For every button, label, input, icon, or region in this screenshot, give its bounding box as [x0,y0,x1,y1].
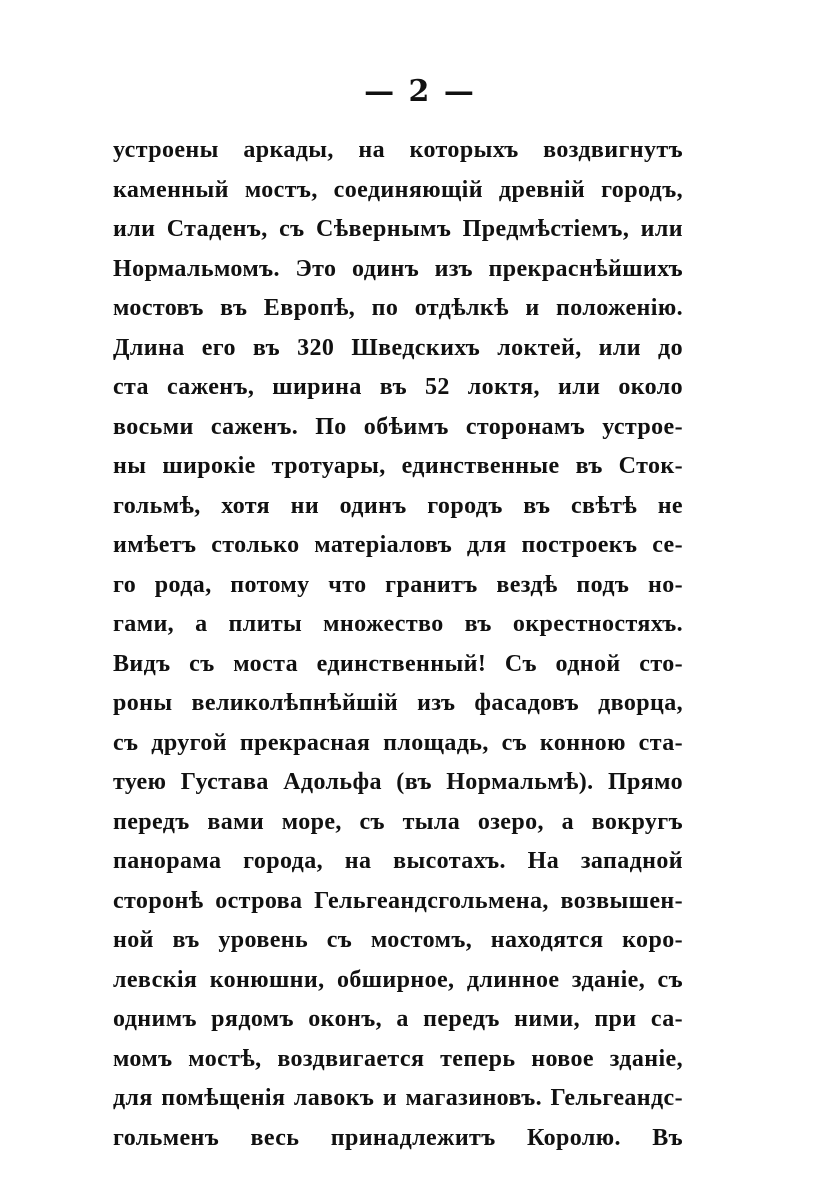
text-line: ста саженъ, ширина въ 52 локтя, или около [113,374,683,400]
text-line: гольменъ весь принадлежитъ Королю. Въ [113,1124,683,1151]
body-text [113,131,683,1158]
text-line: Нормальмомъ. Это одинъ изъ прекраснѣйшихъ [113,255,683,282]
text-line: каменный мостъ, соединяющій древній городъ, [113,176,683,203]
text-line: гольмѣ, хотя ни одинъ городъ въ свѣтѣ не [113,492,683,519]
text-line: устроены аркады, на которыхъ воздвигнутъ [113,137,683,163]
text-line: передъ вами море, съ тыла озеро, а вокругъ [113,808,683,835]
text-line: для помѣщенія лавокъ и магазиновъ. Гельгеандс- [113,1085,683,1111]
text-line: восьми саженъ. По обѣимъ сторонамъ устрое- [113,413,683,440]
text-line: съ другой прекрасная площадь, съ конною ста- [113,729,683,756]
text-line: гами, а плиты множество въ окрестностяхъ. [113,611,683,637]
text-line: левскія конюшни, обширное, длинное зданіе, съ [113,966,683,993]
page-number: — 2 — [364,74,476,109]
text-line: или Стаденъ, съ Сѣвернымъ Предмѣстіемъ, или [113,216,683,242]
text-line: панорама города, на высотахъ. На западной [113,848,683,874]
text-line: момъ мостѣ, воздвигается теперь новое зданіе, [113,1045,683,1072]
text-line: Видъ съ моста единственный! Съ одной сто- [113,650,683,677]
text-line: мостовъ въ Европѣ, по отдѣлкѣ и положенію. [113,295,683,321]
text-line: ной въ уровень съ мостомъ, находятся коро- [113,927,683,953]
text-line: го рода, потому что гранитъ вездѣ подъ но- [113,571,683,598]
text-line: Длина его въ 320 Шведскихъ локтей, или до [113,334,683,361]
text-line: сторонѣ острова Гельгеандсгольмена, возвышен- [113,887,683,914]
text-line: имѣетъ столько матеріаловъ для построекъ се- [113,532,683,558]
text-line: однимъ рядомъ оконъ, а передъ ними, при са- [113,1006,683,1032]
text-line: туею Густава Адольфа (въ Нормальмѣ). Прямо [113,769,683,795]
text-line: ны широкіе тротуары, единственные въ Сток- [113,453,683,479]
text-line: роны великолѣпнѣйшій изъ фасадовъ дворца, [113,690,683,716]
